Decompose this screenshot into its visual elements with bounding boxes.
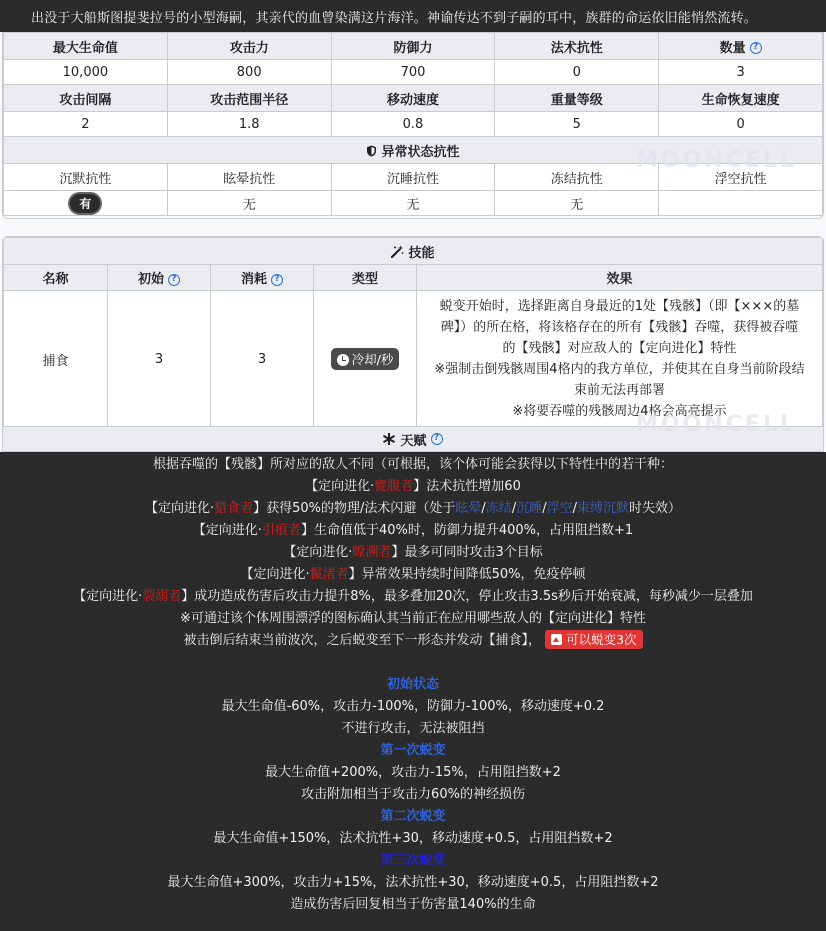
trait-name: 瞭溯者 [352,545,392,560]
stat-header-defense: 防御力 [331,33,495,60]
skill-name: 捕食 [4,291,108,428]
talent-defeat-line [0,630,826,652]
skill-effect-line: 束前无法再部署 [573,383,665,398]
trait-desc: 】异常效果持续时间降低50%，免疫停顿 [348,567,586,582]
skill-initial: 3 [108,291,211,428]
skill-header-initial-label: 初始 [137,272,164,287]
phase-line: 最大生命值+150%，法术抗性+30，移动速度+0.5，占用阻挡数+2 [213,831,613,846]
status-value-silence [4,191,168,216]
stat-header-attack: 攻击力 [167,33,331,60]
magic-wand-icon [391,245,404,258]
skill-section-title [4,238,823,265]
talent-body [0,452,826,931]
help-icon[interactable]: ? [750,42,762,54]
phase-title: 第二次蜕变 [380,809,446,824]
asterisk-icon [383,433,395,445]
trait-sep: / [572,501,578,516]
skill-type [314,291,417,428]
stat-value-weight: 5 [495,112,659,137]
stat-value-res: 0 [495,60,659,85]
skill-effect-line: 碑】）的所在格，将该格存在的所有【残骸】吞噬，获得被吞噬 [440,320,799,335]
skill-effect-line: ※强制击倒残骸周围4格内的我方单位，并使其在自身当前阶段结 [434,362,805,377]
status-value-stun: 无 [167,191,331,216]
phase-line: 最大生命值-60%，攻击力-100%，防御力-100%，移动速度+0.2 [221,699,605,714]
status-effect-link[interactable]: 浮空 [546,501,573,516]
trait-desc: 】获得50%的物理/法术闪避（处于 [253,501,456,516]
stat-value-attack: 800 [167,60,331,85]
skill-cost: 3 [211,291,314,428]
trait-desc: 】最多可同时攻击3个目标 [391,545,543,560]
skill-effect [417,291,823,428]
trait-sep: / [511,501,517,516]
status-header-levitate: 浮空抗性 [659,164,823,191]
status-header-stun: 眩晕抗性 [167,164,331,191]
skill-effect-line: ※将要吞噬的残骸周边4格会高亮提示 [512,404,727,419]
status-effect-link[interactable]: 眩晕 [455,501,482,516]
stat-header-max-hp: 最大生命值 [4,33,168,60]
skill-header-cost-label: 消耗 [240,272,267,287]
trait-sep: / [481,501,486,516]
trait-prefix: 【定向进化· [192,523,262,538]
skill-type-label: 冷却/秒 [351,352,394,367]
phase-line: 最大生命值+300%，攻击力+15%，法术抗性+30，移动速度+0.5，占用阻挡数+2 [167,875,659,890]
talent-trait [0,564,826,586]
stat-value-max-hp: 10,000 [4,60,168,85]
help-icon[interactable]: ? [431,433,443,445]
status-value-levitate [659,191,823,216]
defeat-text: 被击倒后结束当前波次，之后蜕变至下一形态并发动【捕食】， [183,633,541,648]
status-value-sleep: 无 [331,191,495,216]
stat-header-res: 法术抗性 [495,33,659,60]
trait-name: 猎食者 [214,501,254,516]
stat-header-regen: 生命恢复速度 [659,85,823,112]
stat-value-move-speed: 0.8 [331,112,495,137]
phase-line: 造成伤害后回复相当于伤害量140%的生命 [290,897,536,912]
phase-line: 最大生命值+200%，攻击力-15%，占用阻挡数+2 [265,765,561,780]
stat-value-attack-interval: 2 [4,112,168,137]
enemy-description: 出没于大船斯图提斐拉号的小型海嗣，其亲代的血曾染满这片海洋。神谕传达不到子嗣的耳中，族群的命运依旧能悄然流转。 [0,0,826,32]
stat-header-range: 攻击范围半径 [167,85,331,112]
skill-header-initial [108,265,211,291]
status-header-freeze: 冻结抗性 [495,164,659,191]
stat-value-range: 1.8 [167,112,331,137]
phase-title: 第一次蜕变 [380,743,446,758]
stat-value-defense: 700 [331,60,495,85]
status-header-silence: 沉默抗性 [4,164,168,191]
talent-trait [0,542,826,564]
trait-prefix: 【定向进化· [283,545,353,560]
shield-icon [366,145,377,157]
stats-table [3,32,823,216]
status-badge: 有 [70,194,100,213]
status-effect-link[interactable]: 冻结 [485,501,512,516]
trait-prefix: 【定向进化· [240,567,310,582]
trait-desc: 】成功造成伤害后攻击力提升8%，最多叠加20次，停止攻击3.5s秒后开始衰减，每秒减少一层叠加 [181,589,753,604]
stat-value-count: 3 [659,60,823,85]
stat-value-regen: 0 [659,112,823,137]
phase-line: 攻击附加相当于攻击力60%的神经损伤 [301,787,525,802]
trait-desc: 】法术抗性增加60 [413,479,521,494]
trait-name: 裂溺者 [142,589,182,604]
trait-name: 引痕者 [261,523,301,538]
evolve-count-badge [545,630,642,649]
stat-header-count-label: 数量 [719,40,746,56]
help-icon[interactable]: ? [168,274,180,286]
talent-intro: 根据吞噬的【残骸】所对应的敌人不同（可根据，该个体可能会获得以下特性中的若干种： [152,457,673,472]
status-resist-title [4,137,823,164]
skill-table [3,237,823,428]
skill-panel [2,236,824,452]
stats-panel [2,32,824,219]
talent-trait [0,586,826,608]
talent-trait [0,498,826,520]
stat-header-attack-interval: 攻击间隔 [4,85,168,112]
trait-sep: / [542,501,547,516]
skill-header-name: 名称 [4,265,108,291]
trait-desc: 】生命值低于40%时，防御力提升400%，占用阻挡数+1 [300,523,634,538]
watermark: MOONCELL [636,412,797,437]
skill-effect-line: 蜕变开始时，选择距离自身最近的1处【残骸】（即【×××的墓 [439,299,800,314]
skill-type-badge [331,348,400,370]
trait-end: 时失效） [629,501,682,516]
status-header-sleep: 沉睡抗性 [331,164,495,191]
phase-title: 初始状态 [386,677,439,692]
status-resist-title-text: 异常状态抗性 [381,144,460,160]
stat-header-count [659,33,823,60]
status-effect-link[interactable]: 束缚沉默 [577,501,630,516]
clock-icon [337,354,349,366]
trait-name: 鬣渚者 [309,567,349,582]
stat-header-move-speed: 移动速度 [331,85,495,112]
skill-header-type: 类型 [314,265,417,291]
talent-section-title-text: 天赋 [400,433,427,449]
trait-prefix: 【定向进化· [305,479,375,494]
trait-prefix: 【定向进化· [144,501,215,516]
status-value-freeze: 无 [495,191,659,216]
phase-title: 第三次蜕变 [380,853,446,868]
evolve-count-label: 可以蜕变3次 [566,632,637,647]
arrow-up-icon [551,634,562,645]
talent-section-title [2,426,824,452]
skill-header-effect: 效果 [417,265,823,291]
skill-effect-line: 的【残骸】对应敌人的【定向进化】特性 [502,341,737,356]
watermark: MOONCELL [636,148,797,173]
talent-note: ※可通过该个体周围漂浮的图标确认其当前正在应用哪些敌人的【定向进化】特性 [180,611,646,626]
phase-line: 不进行攻击，无法被阻挡 [341,721,485,736]
trait-name: 甕腹者 [374,479,414,494]
stat-header-weight: 重量等级 [495,85,659,112]
skill-header-cost [211,265,314,291]
help-icon[interactable]: ? [271,274,283,286]
talent-trait [0,476,826,498]
talent-trait [0,520,826,542]
skill-section-title-text: 技能 [408,245,435,261]
trait-prefix: 【定向进化· [73,589,143,604]
status-effect-link[interactable]: 沉睡 [516,501,543,516]
